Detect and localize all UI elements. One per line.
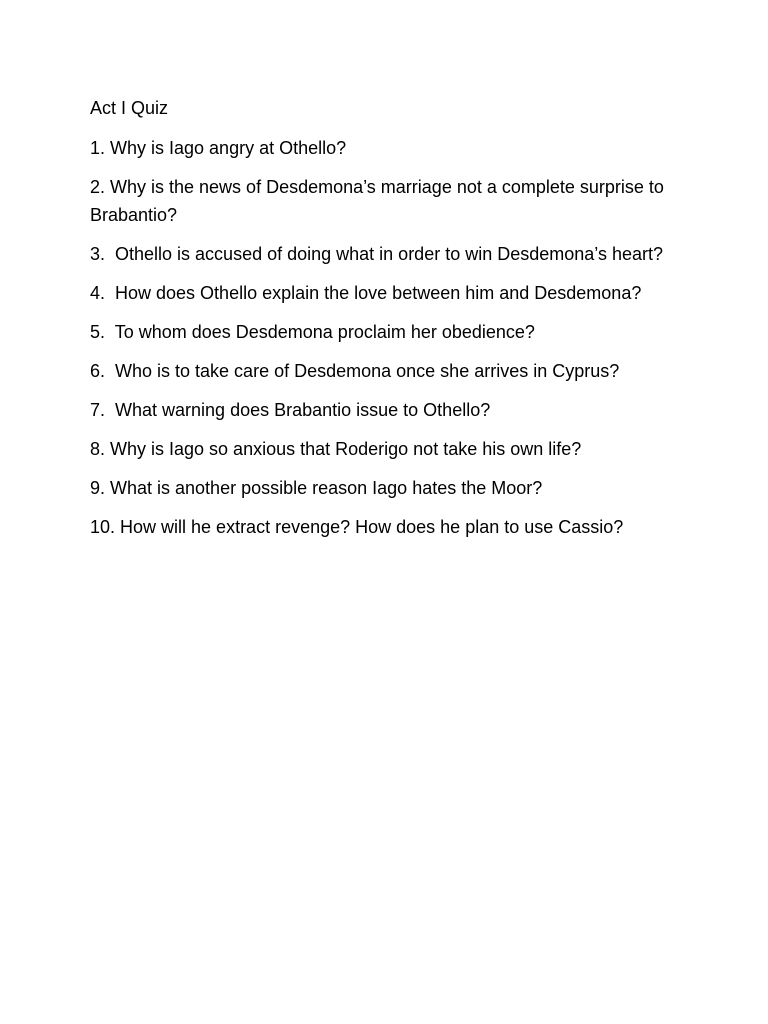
question-4: 4. How does Othello explain the love between him and Desdemona? <box>90 283 642 303</box>
question-5: 5. To whom does Desdemona proclaim her obedience? <box>90 322 535 342</box>
question-1: 1. Why is Iago angry at Othello? <box>90 138 347 158</box>
question-6: 6. Who is to take care of Desdemona once she arrives in Cyprus? <box>90 361 620 381</box>
question-9: 9. What is another possible reason Iago hates the Moor? <box>90 478 543 498</box>
document-title: Act I Quiz <box>90 98 169 118</box>
question-10: 10. How will he extract revenge? How does he plan to use Cassio? <box>90 517 624 537</box>
question-8: 8. Why is Iago so anxious that Roderigo not take his own life? <box>90 439 582 459</box>
question-3: 3. Othello is accused of doing what in order to win Desdemona’s heart? <box>90 244 663 264</box>
question-7: 7. What warning does Brabantio issue to Othello? <box>90 400 491 420</box>
question-2: 2. Why is the news of Desdemona’s marriage not a complete surprise to Brabantio? <box>90 177 669 225</box>
document-body <box>90 94 680 552</box>
